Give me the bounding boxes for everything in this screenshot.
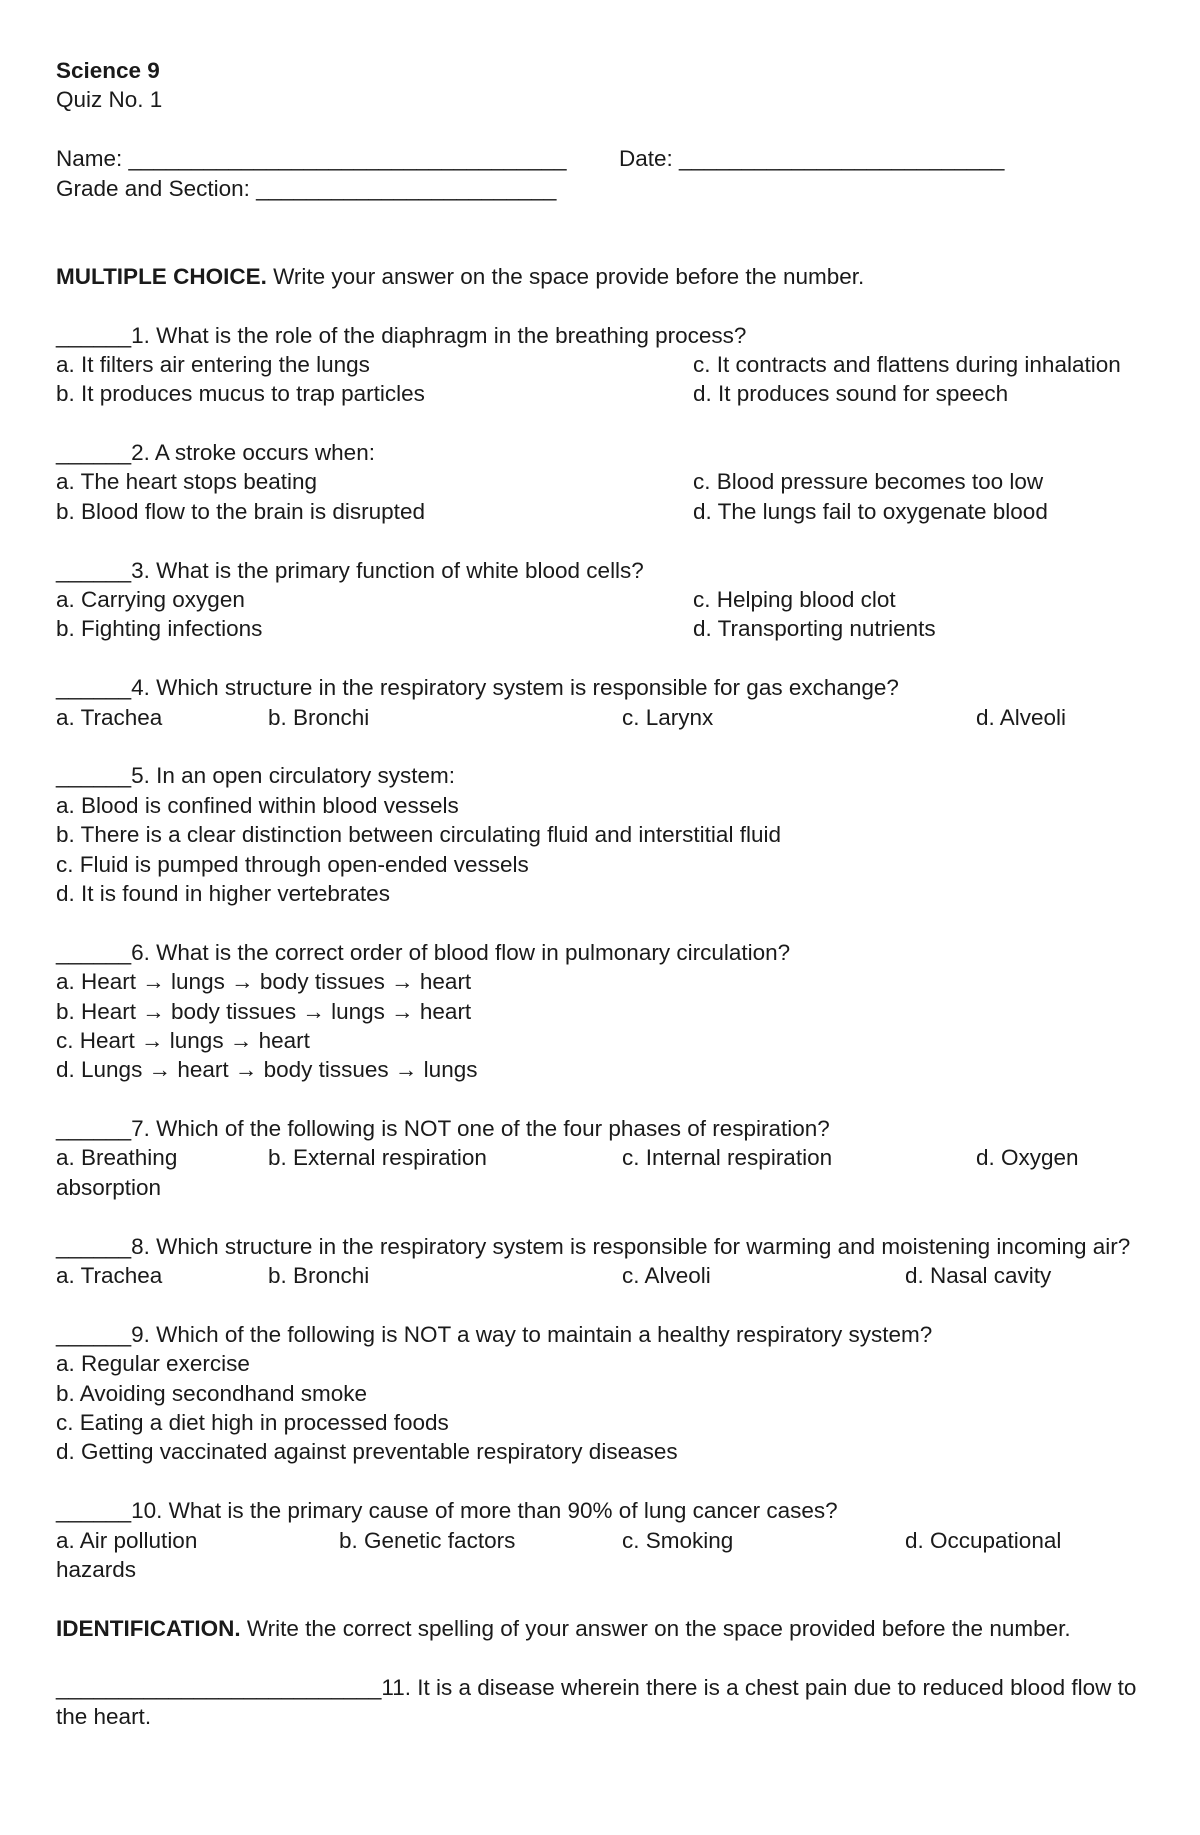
ident-heading: IDENTIFICATION. — [56, 1615, 241, 1641]
mc-instructions — [56, 262, 1146, 291]
subject-title: Science 9 — [56, 58, 160, 83]
choice-b: b. Avoiding secondhand smoke — [56, 1380, 368, 1406]
choice-c: c. Larynx — [622, 704, 714, 730]
grade-section-field[interactable]: Grade and Section: ________________________ — [56, 175, 557, 201]
choice-c: c. Helping blood clot — [693, 587, 896, 613]
choice-d: d. Lungs → heart → body tissues → lungs — [56, 1057, 478, 1083]
choice-a: a. Trachea — [56, 704, 163, 730]
choice-c: c. Heart → lungs → heart — [56, 1027, 310, 1053]
choice-d: d. Oxygen — [976, 1145, 1079, 1171]
identification-instructions — [56, 1614, 1146, 1643]
choice-d-continued: hazards — [56, 1556, 137, 1582]
choice-d: d. Alveoli — [976, 704, 1067, 730]
choice-b: b. Blood flow to the brain is disrupted — [56, 498, 425, 524]
question-stem: ______6. What is the correct order of blood flow in pulmonary circulation? — [56, 939, 791, 965]
choice-b: b. Fighting infections — [56, 616, 263, 642]
choice-d: d. Occupational — [905, 1527, 1062, 1553]
choice-b: b. Heart → body tissues → lungs → heart — [56, 998, 472, 1024]
question-2 — [56, 438, 1146, 526]
question-stem: ______8. Which structure in the respiratory system is responsible for warming and moistening incoming air? — [56, 1233, 1131, 1259]
choice-a: a. The heart stops beating — [56, 469, 318, 495]
name-field[interactable]: Name: ___________________________________ — [56, 146, 567, 172]
question-9 — [56, 1320, 1146, 1467]
choice-c: c. It contracts and flattens during inhalation — [693, 351, 1121, 377]
choice-a: a. Blood is confined within blood vessels — [56, 792, 459, 818]
choice-d: d. The lungs fail to oxygenate blood — [693, 498, 1048, 524]
choice-a: a. Air pollution — [56, 1527, 198, 1553]
choice-a: a. Regular exercise — [56, 1351, 250, 1377]
date-field[interactable]: Date: __________________________ — [619, 146, 1005, 172]
question-stem: ______5. In an open circulatory system: — [56, 763, 455, 789]
choice-a: a. It filters air entering the lungs — [56, 351, 370, 377]
question-11: __________________________11. It is a disease wherein there is a chest pain due to reduced blood flow to the heart. — [56, 1674, 1137, 1729]
question-4 — [56, 673, 1146, 732]
choice-a: a. Carrying oxygen — [56, 587, 245, 613]
choice-a: a. Breathing — [56, 1145, 178, 1171]
choice-b: b. External respiration — [268, 1145, 487, 1171]
choice-b: b. It produces mucus to trap particles — [56, 381, 425, 407]
question-stem: ______7. Which of the following is NOT one of the four phases of respiration? — [56, 1116, 830, 1142]
choice-d: d. Getting vaccinated against preventable respiratory diseases — [56, 1439, 678, 1465]
mc-heading: MULTIPLE CHOICE. — [56, 263, 267, 289]
question-7 — [56, 1114, 1146, 1202]
choice-c: c. Blood pressure becomes too low — [693, 469, 1044, 495]
choice-b: b. Genetic factors — [339, 1527, 516, 1553]
question-stem: ______4. Which structure in the respiratory system is responsible for gas exchange? — [56, 675, 899, 701]
choice-d: d. Transporting nutrients — [693, 616, 936, 642]
choice-d: d. It is found in higher vertebrates — [56, 880, 390, 906]
choice-c: c. Smoking — [622, 1527, 734, 1553]
choice-d: d. It produces sound for speech — [693, 381, 1009, 407]
mc-instruction-text: Write your answer on the space provide before the number. — [266, 263, 865, 289]
question-8 — [56, 1232, 1146, 1291]
quiz-page — [56, 56, 1146, 1731]
question-stem: ______9. Which of the following is NOT a way to maintain a healthy respiratory system? — [56, 1321, 933, 1347]
choice-c: c. Fluid is pumped through open-ended vessels — [56, 851, 529, 877]
choice-a: a. Trachea — [56, 1263, 163, 1289]
question-stem: ______2. A stroke occurs when: — [56, 440, 375, 466]
choice-d: d. Nasal cavity — [905, 1263, 1052, 1289]
choice-b: b. Bronchi — [268, 704, 370, 730]
question-stem: ______3. What is the primary function of white blood cells? — [56, 557, 644, 583]
choice-b: b. There is a clear distinction between circulating fluid and interstitial fluid — [56, 822, 781, 848]
question-10 — [56, 1496, 1146, 1584]
ident-instruction-text: Write the correct spelling of your answer on the space provided before the number. — [240, 1615, 1071, 1641]
question-3 — [56, 556, 1146, 644]
choice-c: c. Eating a diet high in processed foods — [56, 1409, 449, 1435]
quiz-number: Quiz No. 1 — [56, 87, 163, 113]
choice-a: a. Heart → lungs → body tissues → heart — [56, 969, 472, 995]
choice-c: c. Alveoli — [622, 1263, 711, 1289]
question-1 — [56, 321, 1146, 409]
name-date-row — [56, 144, 1146, 173]
question-stem: ______1. What is the role of the diaphragm in the breathing process? — [56, 322, 747, 348]
question-stem: ______10. What is the primary cause of more than 90% of lung cancer cases? — [56, 1498, 838, 1524]
choice-c: c. Internal respiration — [622, 1145, 833, 1171]
choice-d-continued: absorption — [56, 1174, 162, 1200]
question-5 — [56, 761, 1146, 908]
choice-b: b. Bronchi — [268, 1263, 370, 1289]
question-6 — [56, 938, 1146, 1085]
